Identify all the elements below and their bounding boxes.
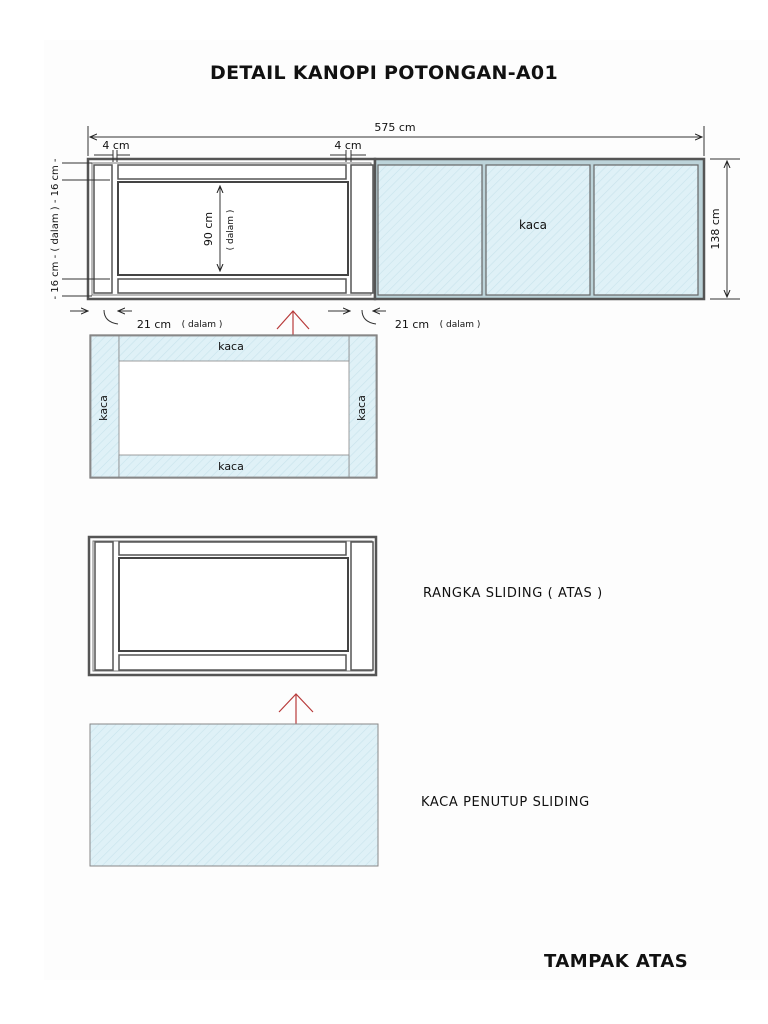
glass-frame-panel: [90, 335, 377, 478]
dim-offset-right-note: ( dalam ): [439, 320, 481, 330]
dim-inner-height-note: ( dalam ): [226, 209, 236, 251]
dim-frame-left: 4 cm: [102, 139, 130, 152]
sliding-frame: [89, 537, 376, 675]
glass-label-bottom: kaca: [218, 460, 244, 473]
view-label: TAMPAK ATAS: [544, 951, 689, 972]
assembly-arrow-2: [279, 694, 313, 728]
dim-offset-left-note: ( dalam ): [181, 320, 223, 330]
glass-label-main: kaca: [518, 218, 548, 232]
canopy-section: [88, 159, 704, 299]
dim-inner-height: 90 cm: [202, 211, 215, 247]
dim-offset-left: 21 cm: [136, 318, 172, 331]
glass-label-left: kaca: [97, 395, 110, 421]
dim-offset-right: 21 cm: [394, 318, 430, 331]
dim-overall-width: 575 cm: [374, 121, 416, 134]
glass-cover-panel: [90, 724, 378, 866]
label-sliding-frame: RANGKA SLIDING ( ATAS ): [423, 586, 603, 601]
dim-overall-height: 138 cm: [709, 208, 722, 250]
label-glass-cover: KACA PENUTUP SLIDING: [421, 795, 590, 810]
glass-label-right: kaca: [355, 395, 368, 421]
dim-frame-mid: 4 cm: [334, 139, 362, 152]
drawing-title: DETAIL KANOPI POTONGAN-A01: [210, 62, 558, 84]
glass-label-top: kaca: [218, 340, 244, 353]
dim-side-left: - 16 cm - ( dalam ) - 16 cm -: [50, 158, 61, 300]
